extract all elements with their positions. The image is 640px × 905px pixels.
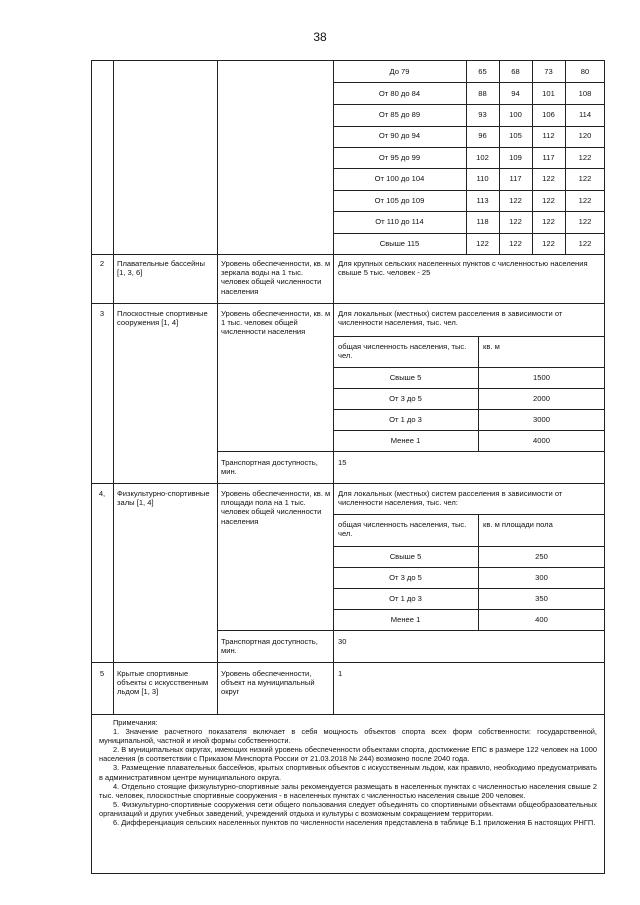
age-value: 122	[542, 217, 555, 226]
age-label: От 85 до 89	[378, 110, 421, 119]
transport-label: Транспортная доступность, мин.	[221, 458, 318, 477]
row-divider	[333, 609, 605, 610]
row-divider	[333, 336, 605, 337]
age-value: 122	[509, 239, 522, 248]
age-label: До 79	[389, 67, 410, 76]
row-divider	[333, 567, 605, 568]
subtable-header: общая численность населения, тыс. чел.	[338, 342, 467, 361]
note-item: 3. Размещение плавательных бассейнов, крытых спортивных объектов с искусственным льдом, как правило, необходимо предусматривать в административном центре муниципального округа.	[99, 763, 597, 782]
age-value: 94	[511, 89, 520, 98]
col-divider	[478, 514, 479, 630]
age-value: 122	[578, 196, 592, 205]
age-value: 105	[509, 131, 522, 140]
population-group: Менее 1	[390, 436, 421, 445]
area-value: 400	[535, 615, 548, 624]
row-divider	[91, 662, 605, 663]
transport-value: 15	[338, 458, 347, 467]
age-value: 65	[478, 67, 487, 76]
row-divider	[217, 451, 605, 452]
row-divider	[91, 483, 605, 484]
age-value: 102	[476, 153, 489, 162]
row-divider	[333, 126, 605, 127]
subtable-header: кв. м	[483, 342, 500, 351]
row-divider	[333, 147, 605, 148]
row-divider	[333, 514, 605, 515]
row-divider	[333, 190, 605, 191]
age-value: 109	[509, 153, 522, 162]
age-value: 93	[478, 110, 487, 119]
row-number: 5	[99, 669, 105, 678]
age-label: От 95 до 99	[378, 153, 421, 162]
row-number: 2	[99, 259, 105, 268]
population-group: От 1 до 3	[389, 594, 422, 603]
age-value: 122	[542, 196, 555, 205]
age-value: 117	[509, 174, 522, 183]
area-value: 250	[535, 552, 548, 561]
notes-title: Примечания:	[113, 718, 158, 727]
indicator-text: Уровень обеспеченности, кв. м площади пола на 1 тыс. человек общей численности населения	[221, 489, 331, 526]
object-name: Физкультурно-спортивные залы [1, 4]	[117, 489, 210, 508]
age-value: 101	[542, 89, 555, 98]
age-value: 114	[578, 110, 592, 119]
age-value: 112	[542, 131, 555, 140]
note-item: 5. Физкультурно-спортивные сооружения сети общего пользования следует объединять со спортивными объектами общеобразовательных организаций и других учебных заведений, учреждений отдыха и культуры с возможным сокращением территории.	[99, 799, 597, 818]
indicator-value: 1	[338, 669, 343, 678]
row-divider	[333, 430, 605, 431]
indicator-intro: Для локальных (местных) систем расселения в зависимости от численности населения, тыс. чел:	[338, 489, 563, 508]
age-value: 110	[476, 174, 489, 183]
age-value: 122	[542, 239, 555, 248]
age-value: 80	[580, 67, 590, 76]
area-value: 2000	[533, 394, 550, 403]
age-value: 122	[542, 174, 555, 183]
age-value: 122	[578, 239, 592, 248]
area-value: 300	[535, 573, 548, 582]
population-group: Свыше 5	[389, 373, 422, 382]
age-value: 122	[578, 217, 592, 226]
row-divider	[333, 233, 605, 234]
row-number: 3	[99, 309, 105, 318]
age-label: От 105 до 109	[374, 196, 425, 205]
note-item: 6. Дифференциация сельских населенных пунктов по численности населения представлена в таблице Б.1 приложения Б настоящих РНГП.	[113, 818, 596, 828]
indicator-text: Уровень обеспеченности, объект на муниципальный округ	[221, 669, 315, 697]
object-name: Крытые спортивные объекты с искусственным льдом [1, 3]	[117, 669, 209, 697]
age-value: 88	[478, 89, 487, 98]
age-value: 122	[578, 174, 592, 183]
transport-label: Транспортная доступность, мин.	[221, 637, 318, 656]
row-number: 4,	[98, 489, 106, 498]
row-divider	[333, 588, 605, 589]
population-group: От 3 до 5	[389, 394, 422, 403]
age-value: 100	[509, 110, 522, 119]
transport-value: 30	[338, 637, 347, 646]
age-label: От 90 до 94	[378, 131, 421, 140]
notes-section	[99, 718, 597, 827]
population-group: Свыше 5	[389, 552, 422, 561]
row-divider	[333, 546, 605, 547]
row-divider	[333, 388, 605, 389]
row-divider	[217, 630, 605, 631]
age-value: 122	[476, 239, 489, 248]
population-group: От 3 до 5	[389, 573, 422, 582]
population-group: От 1 до 3	[389, 415, 422, 424]
indicator-text: Уровень обеспеченности, кв. м зеркала воды на 1 тыс. человек общей численности населения	[221, 259, 331, 296]
subtable-header: общая численность населения, тыс. чел.	[338, 520, 467, 539]
row-divider	[333, 168, 605, 169]
row-divider	[91, 254, 605, 255]
object-name: Плавательные бассейны [1, 3, 6]	[117, 259, 205, 278]
population-group: Менее 1	[390, 615, 421, 624]
indicator-text: Уровень обеспеченности, кв. м 1 тыс. человек общей численности населения	[221, 309, 331, 337]
row-divider	[333, 211, 605, 212]
row-divider	[333, 367, 605, 368]
page-number: 38	[313, 30, 327, 44]
age-value: 106	[542, 110, 555, 119]
age-value: 120	[578, 131, 592, 140]
area-value: 1500	[533, 373, 550, 382]
age-value: 122	[578, 153, 592, 162]
area-value: 4000	[533, 436, 550, 445]
col-divider	[217, 60, 218, 714]
note-item: 1. Значение расчетного показателя включает в себя мощность объектов спорта всех форм собственности: государственной, муниципальной, частной и иной формы собственности.	[99, 727, 597, 746]
age-label: Свыше 115	[379, 239, 420, 248]
age-value: 118	[476, 217, 489, 226]
age-value: 117	[542, 153, 555, 162]
subtable-header: кв. м площади пола	[483, 520, 553, 529]
area-value: 3000	[533, 415, 550, 424]
age-value: 122	[509, 217, 522, 226]
row-divider	[91, 714, 605, 715]
age-label: От 80 до 84	[378, 89, 421, 98]
note-item: 4. Отдельно стоящие физкультурно-спортивные залы рекомендуется размещать в населенных пунктах с численностью населения свыше 2 тыс. человек, плоскостные спортивные сооружения - в населенных пунктах с численностью населения свыше 200 человек.	[99, 781, 597, 800]
col-divider	[113, 60, 114, 714]
row-divider	[333, 409, 605, 410]
note-item: 2. В муниципальных округах, имеющих низкий уровень обеспеченности объектами спорта, достижение ЕПС в размере 122 человек на 1000 населения (в соответствии с Приказом Минспорта России от 21.03.2018 № 244) возможно после 2040 года.	[99, 745, 597, 764]
age-value: 96	[478, 131, 487, 140]
age-value: 108	[578, 89, 592, 98]
object-name: Плоскостные спортивные сооружения [1, 4]	[117, 309, 208, 328]
age-value: 122	[509, 196, 522, 205]
age-label: От 100 до 104	[374, 174, 425, 183]
row-divider	[333, 104, 605, 105]
age-value: 113	[476, 196, 489, 205]
age-value: 73	[544, 67, 553, 76]
indicator-intro: Для локальных (местных) систем расселения в зависимости от численности населения, тыс. чел.	[338, 309, 563, 328]
indicator-value: Для крупных сельских населенных пунктов с численностью населения свыше 5 тыс. человек - 25	[338, 259, 588, 278]
row-divider	[333, 82, 605, 83]
age-value: 68	[511, 67, 520, 76]
area-value: 350	[535, 594, 548, 603]
row-divider	[91, 303, 605, 304]
age-label: От 110 до 114	[375, 217, 424, 226]
